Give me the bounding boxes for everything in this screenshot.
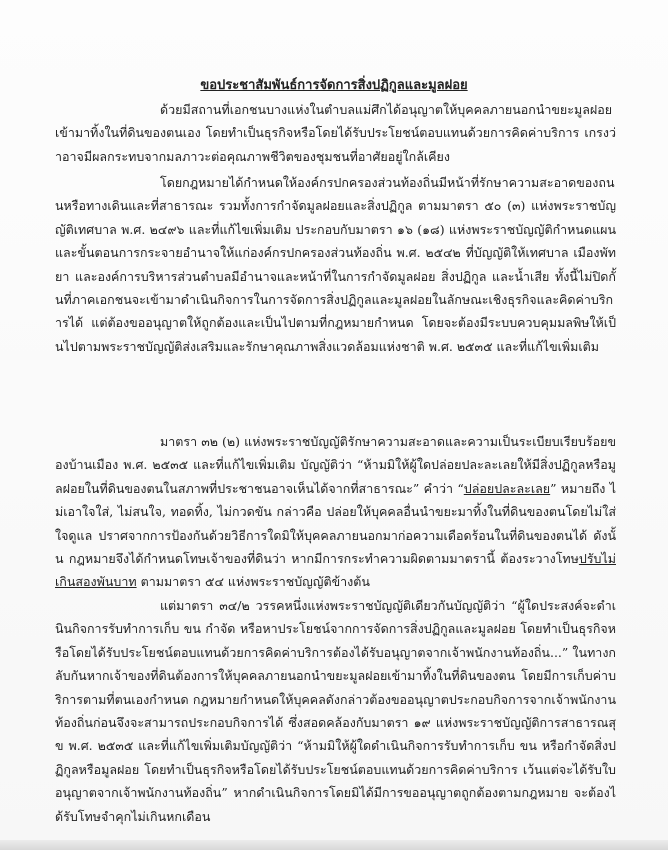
section-32-text-b: ” หมายถึง ไม่เอาใจใส่, ไม่สนใจ, ทอดทิ้ง, ไม่กวดขัน กล่าวคือ ปล่อยให้บุคคลอื่นนำขยะมาทิ้งในที่ดินของตนโดยไม่ใส่ใจดูแล ปราศจากการป้องกันด้วยวิธีการใดมิให้บุคคลภายนอกมาก่อความเดือดร้อนในที่ดินของตนได้ ดังนั้น กฎหมายจึงได้กำหนดโทษเจ้าของที่ดินว่า หากมีการกระทำความผิดตามมาตรานี้ ต้องระวางโทษ bbox=[55, 480, 616, 567]
fine-amount: ปรับไม่เกินสองพันบาท bbox=[55, 551, 616, 590]
paragraph-law-duties: โดยกฎหมายได้กำหนดให้องค์กรปกครองส่วนท้องถิ่นมีหน้าที่รักษาความสะอาดของถนนหรือทางเดินและที่สาธารณะ รวมทั้งการกำจัดมูลฝอยและสิ่งปฏิกูล ตามมาตรา ๕๐ (๓) แห่งพระราชบัญญัติเทศบาล พ.ศ. ๒๔๙๖ และที่แก้ไขเพิ่มเติม ประกอบกับมาตรา ๑๖ (๑๘) แห่งพระราชบัญญัติกำหนดแผนและขั้นตอนการกระจายอำนาจให้แก่องค์กรปกครองส่วนท้องถิ่น พ.ศ. ๒๕๔๒ ที่บัญญัติให้เทศบาล เมืองพัทยา และองค์การบริหารส่วนตำบลมีอำนาจและหน้าที่ในการกำจัดมูลฝอย สิ่งปฏิกูล และน้ำเสีย ทั้งนี้ไม่ปิดกั้นที่ภาคเอกชนจะเข้ามาดำเนินกิจการในการจัดการสิ่งปฏิกูลและมูลฝอยในลักษณะเชิงธุรกิจและคิดค่าบริการได้ แต่ต้องขออนุญาตให้ถูกต้องและเป็นไปตามที่กฎหมายกำหนด โดยจะต้องมีระบบควบคุมมลพิษให้เป็นไปตามพระราชบัญญัติส่งเสริมและรักษาคุณภาพสิ่งแวดล้อมแห่งชาติ พ.ศ. ๒๕๓๕ และที่แก้ไขเพิ่มเติม bbox=[55, 175, 616, 354]
document-title: ขอประชาสัมพันธ์การจัดการสิ่งปฏิกูลและมูลฝอย bbox=[200, 78, 468, 93]
paragraph-section-32 bbox=[55, 430, 616, 594]
term-neglect: ปล่อยปละละเลย bbox=[463, 480, 551, 496]
paragraph-section-34-2: แต่มาตรา ๓๔/๒ วรรคหนึ่งแห่งพระราชบัญญัติเดียวกันบัญญัติว่า “ผู้ใดประสงค์จะดำเนินกิจการรับทำการเก็บ ขน กำจัด หรือหาประโยชน์จากการจัดการสิ่งปฏิกูลและมูลฝอย โดยทำเป็นธุรกิจหรือโดยได้รับประโยชน์ตอบแทนด้วยการคิดค่าบริการต้องได้รับอนุญาตจากเจ้าพนักงานท้องถิ่น...” ในทางกลับกันหากเจ้าของที่ดินต้องการให้บุคคลภายนอกนำขยะมูลฝอยเข้ามาทิ้งในที่ดินของตน โดยมีการเก็บค่าบริการตามที่ตนเองกำหนด กฎหมายกำหนดให้บุคคลดังกล่าวต้องขออนุญาตประกอบกิจการจากเจ้าพนักงานท้องถิ่นก่อนจึงจะสามารถประกอบกิจการได้ ซึ่งสอดคล้องกับมาตรา ๑๙ แห่งพระราชบัญญัติการสาธารณสุข พ.ศ. ๒๕๓๕ และที่แก้ไขเพิ่มเติมบัญญัติว่า “ห้ามมิให้ผู้ใดดำเนินกิจการรับทำการเก็บ ขน หรือกำจัดสิ่งปฏิกูลหรือมูลฝอย โดยทำเป็นธุรกิจหรือโดยได้รับประโยชน์ตอบแทนด้วยการคิดค่าบริการ เว้นแต่จะได้รับใบอนุญาตจากเจ้าพนักงานท้องถิ่น” หากดำเนินกิจการโดยมิได้มีการขออนุญาตถูกต้องตามกฎหมาย จะต้องได้รับโทษจำคุกไม่เกินหกเดือน bbox=[55, 598, 616, 824]
section-32-text-a: มาตรา ๓๒ (๒) แห่งพระราชบัญญัติรักษาความสะอาดและความเป็นระเบียบเรียบร้อยของบ้านเมือง พ.ศ. ๒๕๓๕ และที่แก้ไขเพิ่มเติม บัญญัติว่า “ห้ามมิให้ผู้ใดปล่อยปละละเลยให้มีสิ่งปฏิกูลหรือมูลฝอยในที่ดินของตนในสภาพที่ประชาชนอาจเห็นได้จากที่สาธารณะ” คำว่า “ bbox=[55, 434, 616, 496]
paper-edge bbox=[0, 840, 668, 850]
paragraph-intro: ด้วยมีสถานที่เอกชนบางแห่งในตำบลแม่ศึกได้อนุญาตให้บุคคลภายนอกนำขยะมูลฝอยเข้ามาทิ้งในที่ดินของตนเอง โดยทำเป็นธุรกิจหรือโดยได้รับประโยชน์ตอบแทนด้วยการคิดค่าบริการ เกรงว่าอาจมีผลกระทบจากมลภาวะต่อคุณภาพชีวิตของชุมชนที่อาศัยอยู่ใกล้เคียง bbox=[55, 102, 616, 164]
section-32-text-c: ตามมาตรา ๕๔ แห่งพระราชบัญญัติข้างต้น bbox=[136, 574, 370, 590]
